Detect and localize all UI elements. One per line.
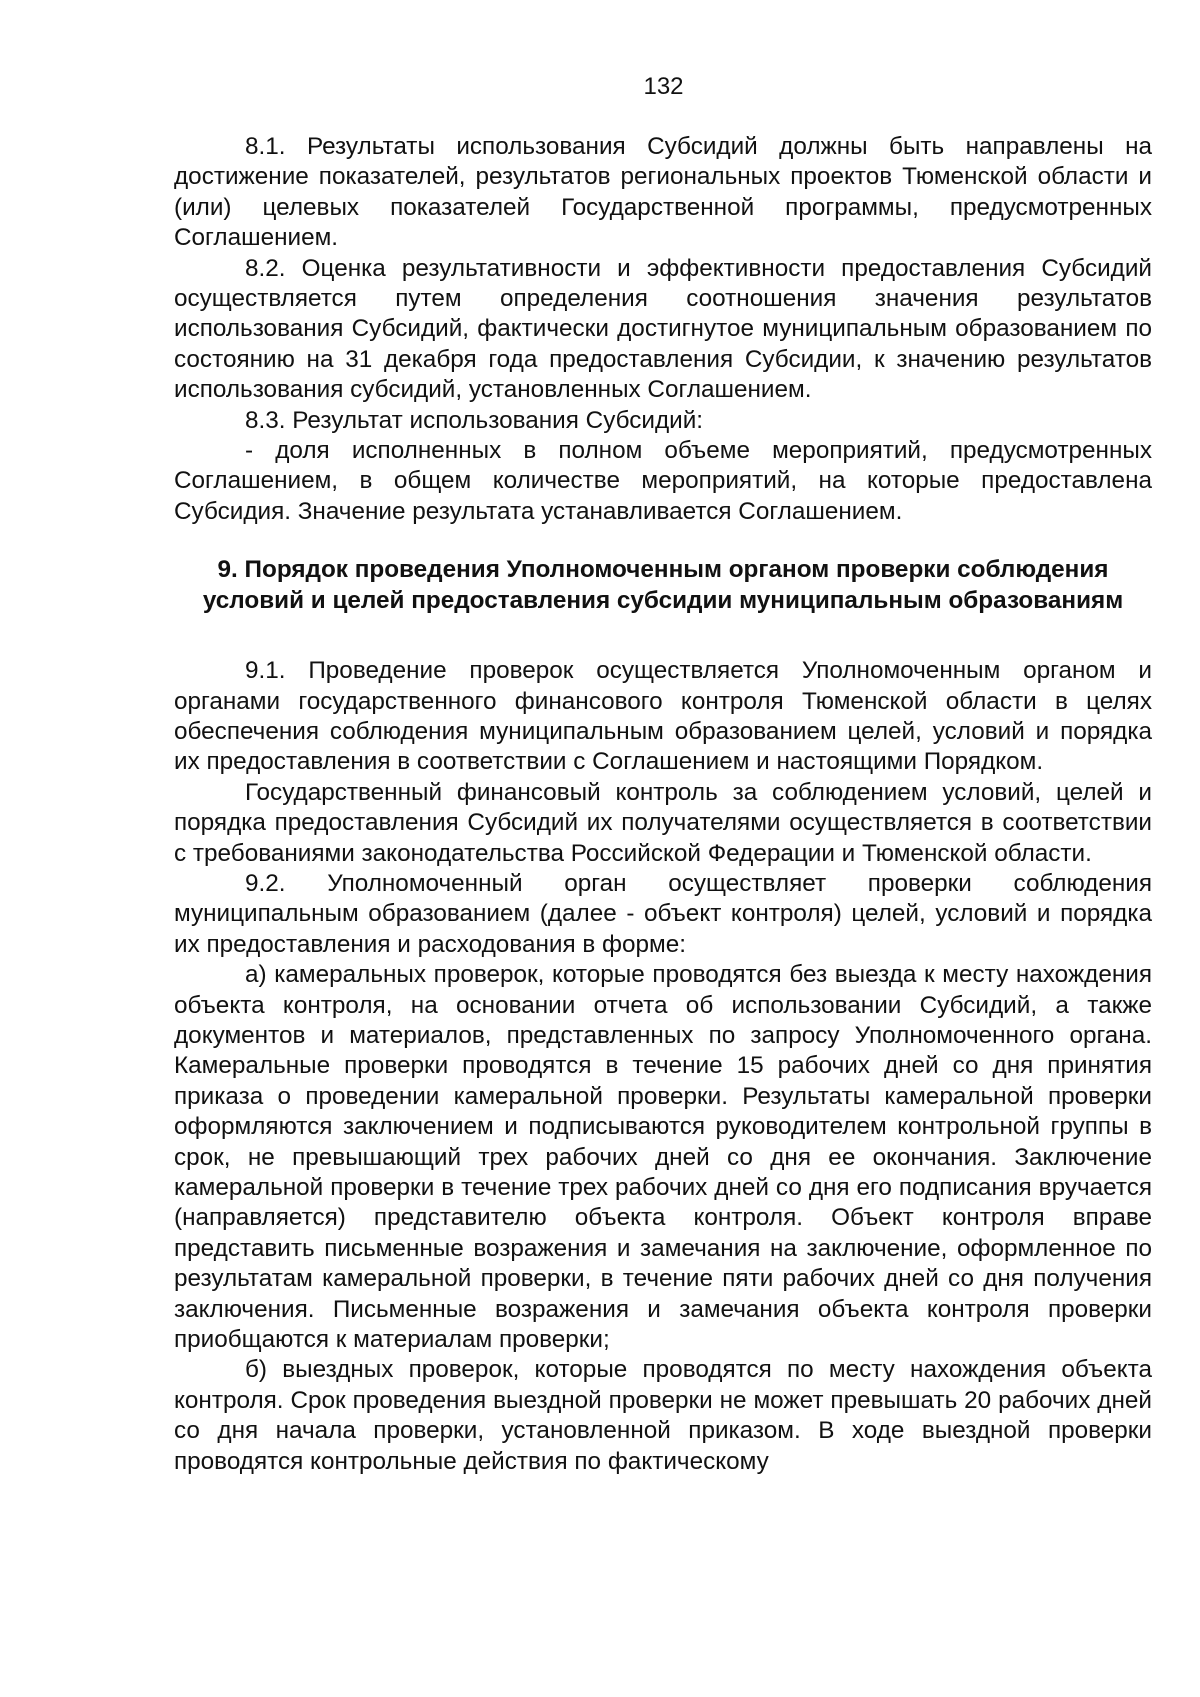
paragraph-9-2-a: а) камеральных проверок, которые проводятся без выезда к месту нахождения объекта контроля, на основании отчета об использовании Субсидий, а также документов и материалов, представленных по запросу Уполномоченного органа. Камеральные проверки проводятся в течение 15 рабочих дней со дня принятия приказа о проведении камеральной проверки. Результаты камеральной проверки оформляются заключением и подписываются руководителем контрольной группы в срок, не превышающий трех рабочих дней со дня ее окончания. Заключение камеральной проверки в течение трех рабочих дней со дня его подписания вручается (направляется) представителю объекта контроля. Объект контроля вправе представить письменные возражения и замечания на заключение, оформленное по результатам камеральной проверки, в течение пяти рабочих дней со дня получения заключения. Письменные возражения и замечания объекта контроля проверки приобщаются к материалам проверки; [174,961,1152,1354]
paragraph-state-control: Государственный финансовый контроль за соблюдением условий, целей и порядка предоставления Субсидий их получателями осуществляется в соответствии с требованиями законодательства Российской Федерации и Тюменской области. [174,778,1152,867]
paragraph-9-2: 9.2. Уполномоченный орган осуществляет проверки соблюдения муниципальным образованием (далее - объект контроля) целей, условий и порядка их предоставления и расходования в форме: [174,869,1152,958]
section-heading: 9. Порядок проведения Уполномоченным органом проверки соблюдения условий и целей предоставления субсидии муниципальным образованиям [202,556,1124,614]
paragraph-9-1: 9.1. Проведение проверок осуществляется Уполномоченным органом и органами государственного финансового контроля Тюменской области в целях обеспечения соблюдения муниципальным образованием целей, условий и порядка их предоставления в соответствии с Соглашением и настоящими Порядком. [174,657,1152,776]
document-body [174,132,1152,1477]
paragraph-8-2: 8.2. Оценка результативности и эффективности предоставления Субсидий осуществляется путем определения соотношения значения результатов использования Субсидий, фактически достигнутое муниципальным образованием по состоянию на 31 декабря года предоставления Субсидии, к значению результатов использования субсидий, установленных Соглашением. [174,254,1152,404]
paragraph-8-1: 8.1. Результаты использования Субсидий должны быть направлены на достижение показателей, результатов региональных проектов Тюменской области и (или) целевых показателей Государственной программы, предусмотренных Соглашением. [174,133,1152,252]
paragraph-8-3: 8.3. Результат использования Субсидий: [245,406,704,434]
page-number: 132 [643,73,684,100]
paragraph-9-2-b: б) выездных проверок, которые проводятся по месту нахождения объекта контроля. Срок проведения выездной проверки не может превышать 20 рабочих дней со дня начала проверки, установленной приказом. В ходе выездной проверки проводятся контрольные действия по фактическому [174,1356,1152,1475]
paragraph-8-3-item: - доля исполненных в полном объеме мероприятий, предусмотренных Соглашением, в общем количестве мероприятий, на которые предоставлена Субсидия. Значение результата устанавливается Соглашением. [174,437,1152,525]
